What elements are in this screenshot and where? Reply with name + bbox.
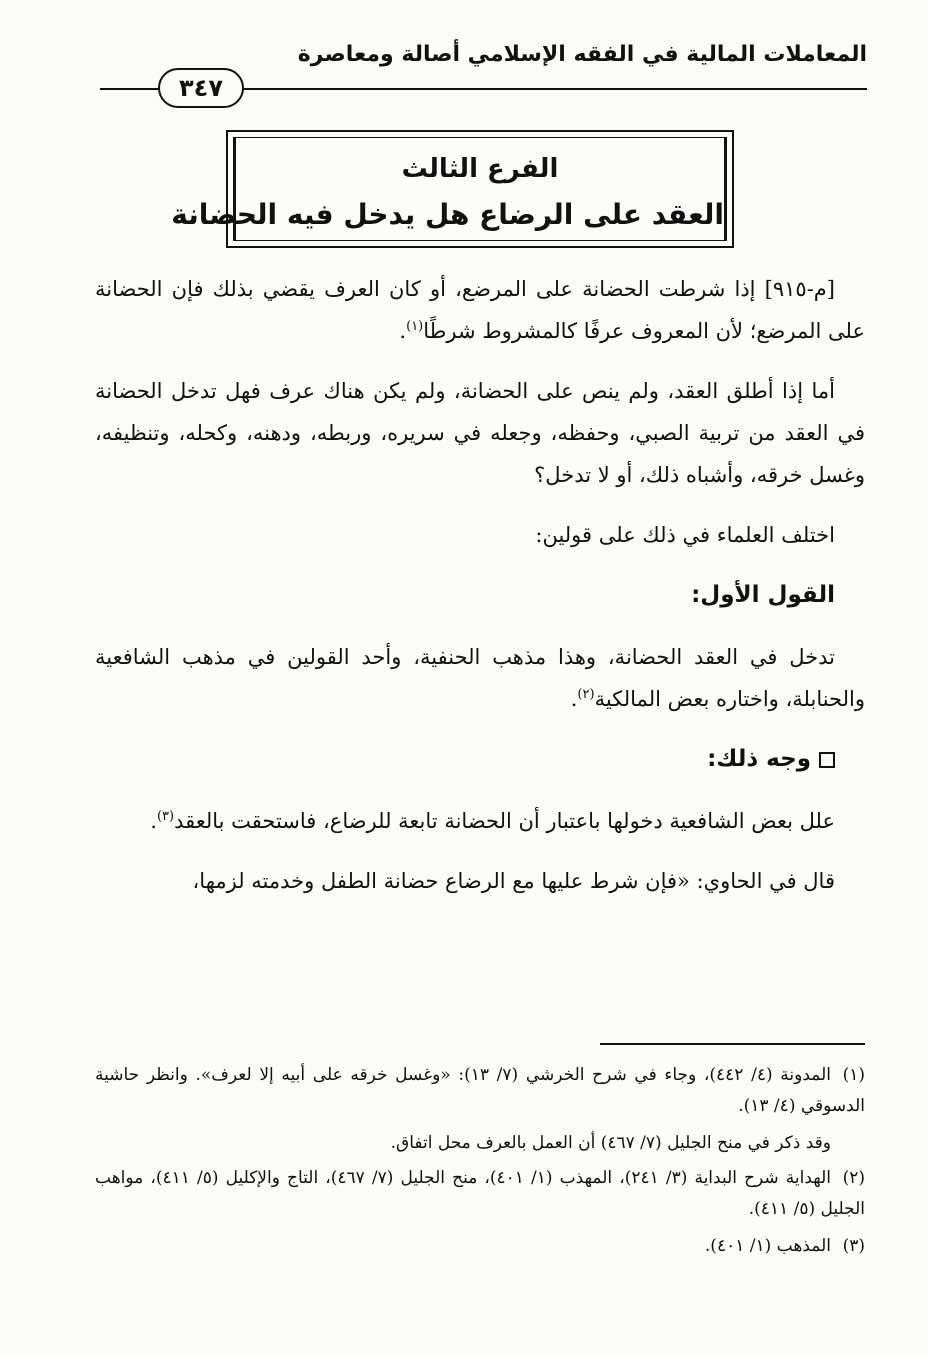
- footnote-ref-1: (١): [406, 319, 424, 334]
- section-heading: الفرع الثالث: [401, 154, 559, 184]
- footnote-rule: [600, 1043, 865, 1045]
- body-text: [95, 268, 865, 920]
- paragraph-2: أما إذا أطلق العقد، ولم ينص على الحضانة، ولم يكن هناك عرف فهل تدخل الحضانة في العقد من تربية الصبي، وحفظه، وجعله في سريره، وربطه، ودهنه، وكحله، وتنظيفه، وغسل خرقه، وأشباه ذلك، أو لا تدخل؟: [95, 379, 865, 487]
- paragraph-5-text: علل بعض الشافعية دخولها باعتبار أن الحضانة تابعة للرضاع، فاستحقت بالعقد: [174, 809, 835, 833]
- footnote-3: [95, 1231, 865, 1262]
- paragraph-5: علل بعض الشافعية دخولها باعتبار أن الحضانة تابعة للرضاع، فاستحقت بالعقد$^{(٣)}$.: [150, 809, 835, 833]
- footnote-1-continuation: وقد ذكر في منح الجليل (٧/ ٤٦٧) أن العمل بالعرف محل اتفاق.: [390, 1133, 831, 1153]
- first-opinion-heading: القول الأول:: [691, 582, 835, 608]
- paragraph-1: [م-٩١٥] إذا شرطت الحضانة على المرضع، أو كان العرف يقضي بذلك فإن الحضانة على المرضع؛ لأن المعروف عرفًا كالمشروط شرطًا$^{(١)}$.: [95, 277, 865, 343]
- footnote-number: (٣): [842, 1236, 865, 1256]
- paragraph-4-text: تدخل في العقد الحضانة، وهذا مذهب الحنفية، وأحد القولين في مذهب الشافعية والحنابلة، واختاره بعض المالكية: [95, 645, 865, 711]
- footnote-number: (١): [842, 1065, 865, 1085]
- section-title-box: [171, 130, 734, 248]
- reason-heading: [95, 738, 865, 780]
- running-title: المعاملات المالية في الفقه الإسلامي أصالة ومعاصرة: [297, 42, 867, 67]
- square-bullet-icon: [819, 752, 835, 768]
- footnote-1: [95, 1060, 865, 1122]
- footnote-text: الهداية شرح البداية (٣/ ٢٤١)، المهذب (١/ ٤٠١)، منح الجليل (٧/ ٤٦٧)، التاج والإكليل (٥/ ٤١١)، مواهب الجليل (٥/ ٤١١).: [95, 1168, 865, 1219]
- footnote-ref-3: (٣): [156, 809, 175, 824]
- footnote-ref-2: (٢): [577, 687, 595, 702]
- paragraph-3: اختلف العلماء في ذلك على قولين:: [535, 523, 835, 547]
- paragraph-6: قال في الحاوي: «فإن شرط عليها مع الرضاع حضانة الطفل وخدمته لزمها،: [192, 869, 835, 893]
- section-title-frame: [171, 137, 727, 241]
- page-number: ٣٤٧: [158, 68, 244, 108]
- reason-heading-text: وجه ذلك:: [707, 746, 811, 772]
- footnotes: [95, 1060, 865, 1268]
- paragraph-1-text: [م-٩١٥] إذا شرطت الحضانة على المرضع، أو كان العرف يقضي بذلك فإن الحضانة على المرضع؛ لأن المعروف عرفًا كالمشروط شرطًا: [95, 277, 865, 343]
- paragraph-4: تدخل في العقد الحضانة، وهذا مذهب الحنفية، وأحد القولين في مذهب الشافعية والحنابلة، واختاره بعض المالكية$^{(٢)}$.: [95, 645, 865, 711]
- footnote-text: المدونة (٤/ ٤٤٢)، وجاء في شرح الخرشي (٧/ ١٣): «وغسل خرقه على أبيه إلا لعرف». وانظر حاشية الدسوقي (٤/ ١٣).: [95, 1065, 865, 1116]
- footnote-2: [95, 1163, 865, 1225]
- section-subheading: العقد على الرضاع هل يدخل فيه الحضانة: [171, 198, 724, 231]
- footnote-text: المذهب (١/ ٤٠١).: [704, 1236, 831, 1256]
- footnote-number: (٢): [842, 1168, 865, 1188]
